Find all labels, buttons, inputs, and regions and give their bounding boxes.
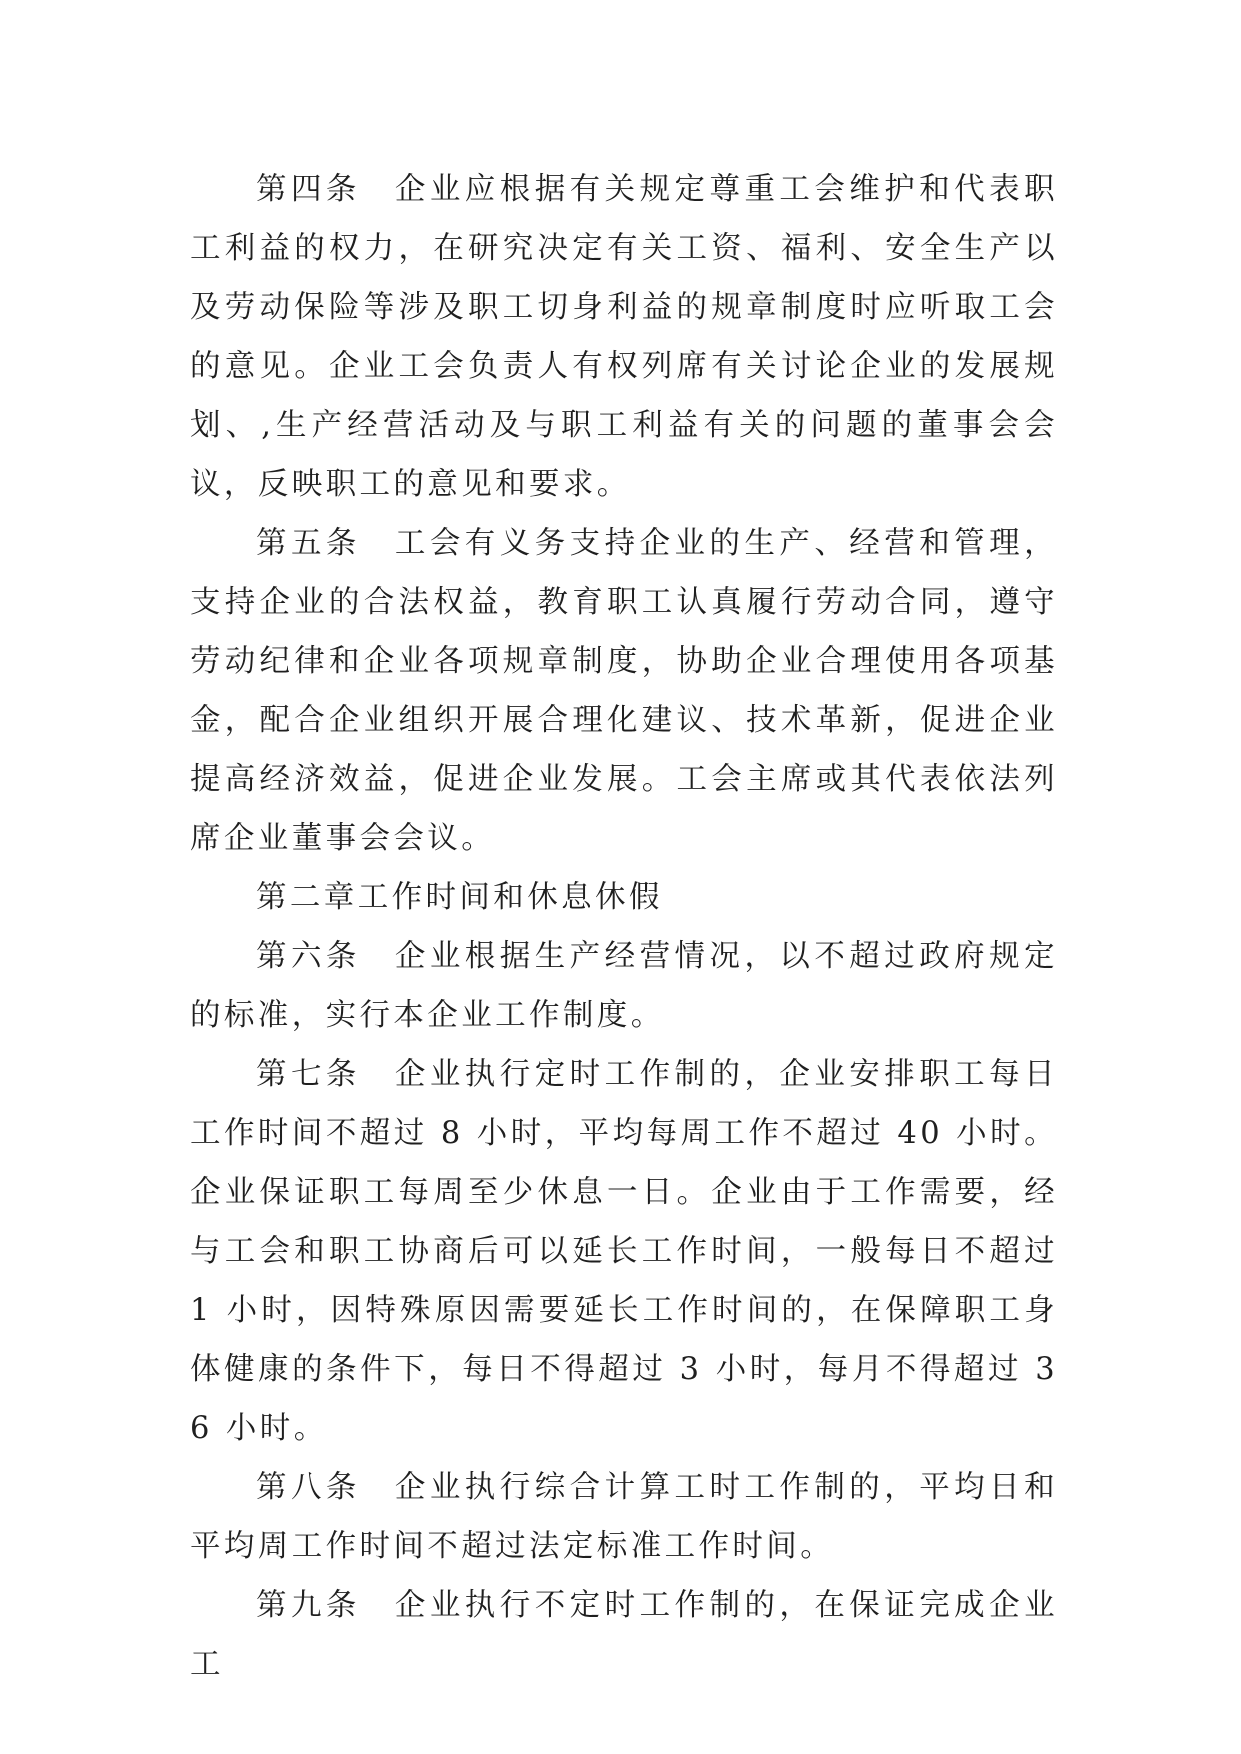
article-5-paragraph <box>190 514 1058 868</box>
article-4-text: 企业应根据有关规定尊重工会维护和代表职工利益的权力，在研究决定有关工资、福利、安全生产以及劳动保险等涉及职工切身利益的规章制度时应听取工会的意见。企业工会负责人有权列席有关讨论企业的发展规划、,生产经营活动及与职工利益有关的问题的董事会会议，反映职工的意见和要求。 <box>190 172 1058 502</box>
document-body <box>190 160 1058 1694</box>
article-8-paragraph <box>190 1458 1058 1576</box>
article-7-text: 企业执行定时工作制的，企业安排职工每日工作时间不超过 8 小时，平均每周工作不超过 40 小时。企业保证职工每周至少休息一日。企业由于工作需要，经与工会和职工协商后可以延长工作时间，一般每日不超过 1 小时，因特殊原因需要延长工作时间的，在保障职工身体健康的条件下，每日不得超过 3 小时，每月不得超过 36 小时。 <box>190 1057 1058 1446</box>
article-7-heading: 第七条 <box>256 1057 361 1092</box>
article-9-paragraph <box>190 1576 1058 1694</box>
article-9-text: 企业执行不定时工作制的，在保证完成企业工 <box>190 1588 1058 1682</box>
chapter-2-heading: 第二章工作时间和休息休假 <box>256 880 663 915</box>
article-4-paragraph <box>190 160 1058 514</box>
article-6-text: 企业根据生产经营情况，以不超过政府规定的标准，实行本企业工作制度。 <box>190 939 1058 1033</box>
article-5-text: 工会有义务支持企业的生产、经营和管理，支持企业的合法权益，教育职工认真履行劳动合同，遵守劳动纪律和企业各项规章制度，协助企业合理使用各项基金，配合企业组织开展合理化建议、技术革新，促进企业提高经济效益，促进企业发展。工会主席或其代表依法列席企业董事会会议。 <box>190 526 1058 856</box>
article-8-heading: 第八条 <box>256 1470 361 1505</box>
article-5-heading: 第五条 <box>256 526 361 561</box>
article-4-heading: 第四条 <box>256 172 361 207</box>
article-6-heading: 第六条 <box>256 939 361 974</box>
article-8-text: 企业执行综合计算工时工作制的，平均日和平均周工作时间不超过法定标准工作时间。 <box>190 1470 1058 1564</box>
article-7-paragraph <box>190 1045 1058 1458</box>
article-6-paragraph <box>190 927 1058 1045</box>
article-9-heading: 第九条 <box>256 1588 361 1623</box>
